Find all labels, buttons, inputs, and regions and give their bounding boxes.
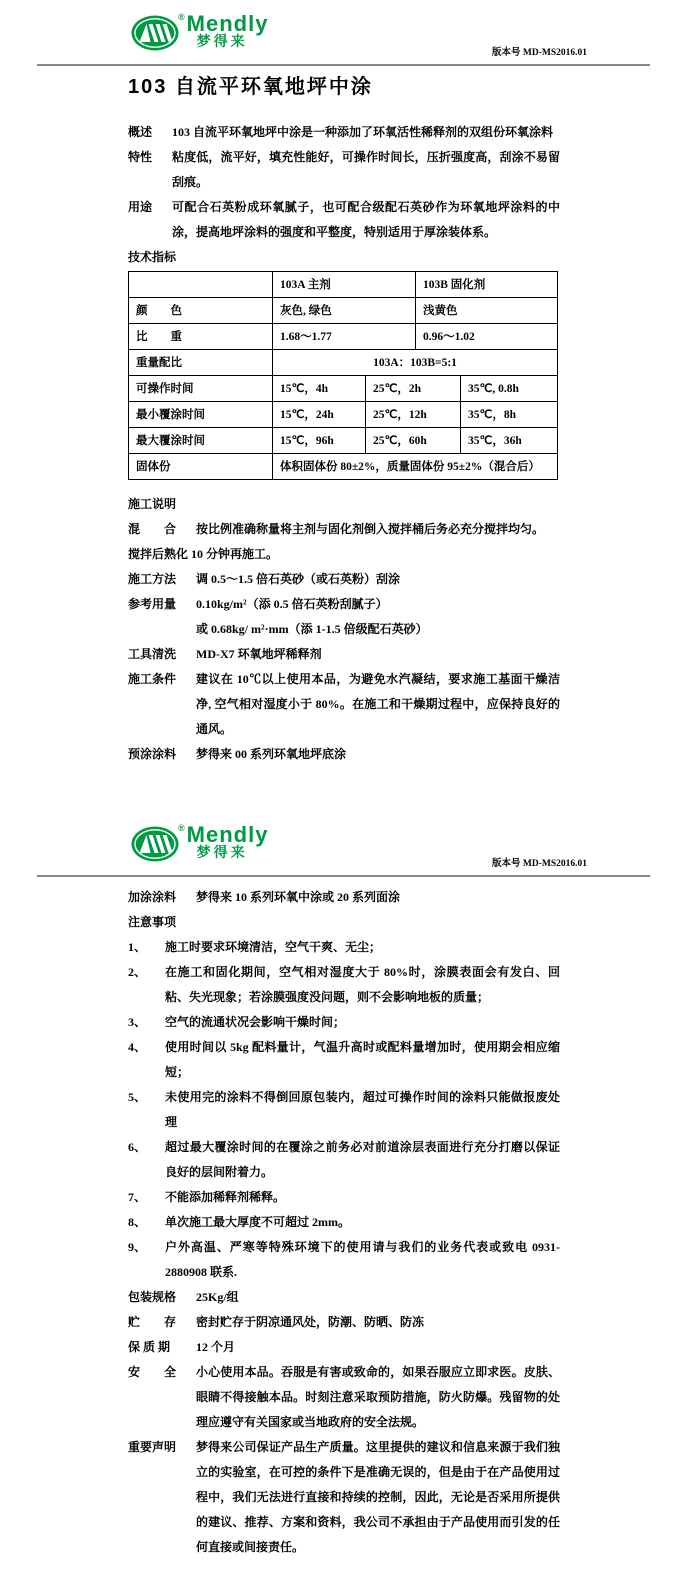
shelf-life-text: 12 个月 — [196, 1340, 236, 1354]
shelf-life-row — [128, 1335, 560, 1360]
statement-text: 梦得来公司保证产品生产质量。这里提供的建议和信息来源于我们独立的实验室，在可控的条件下是准确无误的，但是由于在产品使用过程中，我们无法进行直接和持续的控制，因此，无论是否采用所提供的建议、推荐、方案和资料，我公司不承担由于产品使用而引发的任何直接或间接责任。 — [196, 1440, 560, 1554]
mendly-logo-icon — [131, 825, 181, 863]
note-number: 1、 — [128, 940, 147, 954]
packing-text: 25Kg/组 — [196, 1290, 239, 1304]
storage-text: 密封贮存于阴凉通风处，防潮、防晒、防冻 — [196, 1315, 425, 1329]
cleaning-row — [128, 642, 560, 667]
safety-label: 安 全 — [128, 1365, 177, 1379]
precoat-label: 预涂涂料 — [128, 747, 177, 761]
brand-name-en: Mendly — [186, 11, 269, 36]
statement-label: 重要声明 — [128, 1440, 177, 1454]
gravity-a: 1.68～1.77 — [273, 324, 416, 350]
note-text: 未使用完的涂料不得倒回原包装内，超过可操作时间的涂料只能做报废处理 — [165, 1090, 560, 1129]
max-recoat-35: 35℃，36h — [461, 428, 558, 454]
table-row-gravity — [129, 324, 558, 350]
page-title: 103 自流平环氧地坪中涂 — [128, 76, 373, 98]
solids-value: 体积固体份 80±2%，质量固体份 95±2%（混合后） — [273, 454, 558, 480]
gravity-label: 比 重 — [129, 324, 273, 350]
method-label: 施工方法 — [128, 572, 177, 586]
features-label: 特性 — [128, 150, 153, 164]
precoat-row — [128, 742, 560, 767]
page2-header — [0, 822, 687, 871]
dosage-label-spacer — [128, 617, 196, 642]
dosage-row-2 — [128, 617, 560, 642]
brand-name-en: Mendly — [186, 822, 269, 847]
version-number: 版本号 MD-MS2016.01 — [492, 48, 587, 58]
note-text: 单次施工最大厚度不可超过 2mm。 — [165, 1215, 350, 1229]
overview-row — [128, 120, 560, 145]
overview-text: 103 自流平环氧地坪中涂是一种添加了环氧活性稀释剂的双组份环氧涂料 — [172, 125, 554, 139]
dosage-row — [128, 592, 560, 617]
note-text: 使用时间以 5kg 配料量计，气温升高时或配料量增加时，使用期会相应缩短； — [165, 1040, 560, 1079]
topcoat-text: 梦得来 10 系列环氧中涂或 20 系列面涂 — [196, 890, 401, 904]
brand-logo — [131, 11, 269, 52]
registered-mark: ® — [178, 823, 185, 833]
note-text: 不能添加稀释剂稀释。 — [165, 1190, 286, 1204]
note-text: 施工时要求环境清洁，空气干爽、无尘； — [165, 940, 382, 954]
table-row-max-recoat — [129, 428, 558, 454]
storage-row — [128, 1310, 560, 1335]
note-item-7 — [128, 1185, 560, 1210]
construction-section-title: 施工说明 — [128, 497, 177, 511]
dosage-label: 参考用量 — [128, 597, 177, 611]
mixing-label: 混 合 — [128, 522, 177, 536]
pot-life-35: 35℃, 0.8h — [461, 376, 558, 402]
min-recoat-35: 35℃，8h — [461, 402, 558, 428]
mixing-text: 按比例准确称量将主剂与固化剂倒入搅拌桶后务必充分搅拌均匀。 — [196, 522, 545, 536]
notes-section-title: 注意事项 — [128, 915, 177, 929]
cleaning-text: MD-X7 环氧地坪稀释剂 — [196, 647, 322, 661]
note-number: 5、 — [128, 1090, 147, 1104]
statement-row — [128, 1435, 560, 1586]
page1-header — [0, 11, 687, 60]
table-row-solids — [129, 454, 558, 480]
usage-label: 用途 — [128, 200, 153, 214]
note-item-9 — [128, 1235, 560, 1285]
gravity-b: 0.96～1.02 — [416, 324, 558, 350]
overview-label: 概述 — [128, 125, 153, 139]
min-recoat-label: 最小覆涂时间 — [129, 402, 273, 428]
page2 — [0, 822, 687, 1586]
note-number: 6、 — [128, 1140, 147, 1154]
safety-row — [128, 1360, 560, 1435]
precoat-text: 梦得来 00 系列环氧地坪底涂 — [196, 747, 347, 761]
conditions-text: 建议在 10℃以上使用本品，为避免水汽凝结，要求施工基面干燥洁净, 空气相对湿度小于 80%。在施工和干燥期过程中，应保持良好的通风。 — [196, 672, 560, 736]
note-item-2 — [128, 960, 560, 1010]
note-number: 9、 — [128, 1240, 147, 1254]
tech-cell-103b: 103B 固化剂 — [416, 272, 558, 298]
table-row-header — [129, 272, 558, 298]
storage-label: 贮 存 — [128, 1315, 177, 1329]
brand-text-page2 — [186, 822, 269, 862]
tech-spec-table — [128, 271, 558, 480]
note-item-1 — [128, 935, 560, 960]
packing-label: 包装规格 — [128, 1290, 177, 1304]
note-item-3 — [128, 1010, 560, 1035]
tech-section-title: 技术指标 — [128, 250, 177, 264]
max-recoat-15: 15℃，96h — [273, 428, 366, 454]
page1-content — [0, 74, 687, 767]
note-text: 超过最大覆涂时间的在覆涂之前务必对前道涂层表面进行充分打磨以保证良好的层间附着力。 — [165, 1140, 560, 1179]
method-text: 调 0.5～1.5 倍石英砂（或石英粉）刮涂 — [196, 572, 401, 586]
note-number: 2、 — [128, 965, 147, 979]
brand-text — [186, 11, 269, 51]
mendly-logo-icon — [131, 14, 181, 52]
max-recoat-25: 25℃，60h — [366, 428, 461, 454]
cleaning-label: 工具清洗 — [128, 647, 177, 661]
page2-content — [0, 877, 687, 1586]
table-row-ratio — [129, 350, 558, 376]
solids-label: 固体份 — [129, 454, 273, 480]
table-row-color — [129, 298, 558, 324]
tech-cell-103a: 103A 主剂 — [273, 272, 416, 298]
packing-row — [128, 1285, 560, 1310]
registered-mark: ® — [178, 12, 185, 22]
dosage-line1: 0.10kg/m²（添 0.5 倍石英粉刮腻子） — [196, 597, 388, 611]
topcoat-label: 加涂涂料 — [128, 890, 177, 904]
mixing-text-continued: 搅拌后熟化 10 分钟再施工。 — [128, 547, 279, 561]
pot-life-label: 可操作时间 — [129, 376, 273, 402]
brand-name-cn: 梦得来 — [196, 846, 248, 861]
features-text: 粘度低，流平好，填充性能好，可操作时间长，压折强度高，刮涂不易留刮痕。 — [172, 150, 560, 189]
safety-text: 小心使用本品。吞服是有害或致命的，如果吞服应立即求医。皮肤、眼睛不得接触本品。时刻注意采取预防措施，防火防爆。残留物的处理应遵守有关国家或当地政府的安全法规。 — [196, 1365, 560, 1429]
conditions-label: 施工条件 — [128, 672, 177, 686]
min-recoat-25: 25℃，12h — [366, 402, 461, 428]
note-text: 空气的流通状况会影响干燥时间； — [165, 1015, 346, 1029]
topcoat-row — [128, 885, 560, 910]
note-number: 7、 — [128, 1190, 147, 1204]
brand-logo-page2 — [131, 822, 269, 863]
method-row — [128, 567, 560, 592]
version-number-page2: 版本号 MD-MS2016.01 — [492, 859, 587, 869]
tech-cell-empty — [129, 272, 273, 298]
note-item-4 — [128, 1035, 560, 1085]
pot-life-15: 15℃，4h — [273, 376, 366, 402]
max-recoat-label: 最大覆涂时间 — [129, 428, 273, 454]
note-item-6 — [128, 1135, 560, 1185]
dosage-line2: 或 0.68kg/ m²·mm（添 1-1.5 倍级配石英砂） — [196, 622, 428, 636]
note-number: 3、 — [128, 1015, 147, 1029]
note-item-8 — [128, 1210, 560, 1235]
brand-name-cn: 梦得来 — [196, 35, 248, 50]
usage-row — [128, 195, 560, 245]
table-row-min-recoat — [129, 402, 558, 428]
table-row-pot-life — [129, 376, 558, 402]
shelf-life-label: 保 质 期 — [128, 1340, 171, 1354]
mixing-row — [128, 517, 560, 542]
header-rule — [37, 64, 650, 66]
note-number: 4、 — [128, 1040, 147, 1054]
ratio-label: 重量配比 — [129, 350, 273, 376]
usage-text: 可配合石英粉成环氧腻子，也可配合级配石英砂作为环氧地坪涂料的中涂，提高地坪涂料的强度和平整度，特别适用于厚涂装体系。 — [172, 200, 560, 239]
conditions-row — [128, 667, 560, 742]
ratio-value: 103A：103B=5:1 — [273, 350, 558, 376]
min-recoat-15: 15℃，24h — [273, 402, 366, 428]
note-number: 8、 — [128, 1215, 147, 1229]
pot-life-25: 25℃，2h — [366, 376, 461, 402]
color-label: 颜 色 — [129, 298, 273, 324]
note-item-5 — [128, 1085, 560, 1135]
color-a: 灰色, 绿色 — [273, 298, 416, 324]
color-b: 浅黄色 — [416, 298, 558, 324]
note-text: 在施工和固化期间，空气相对湿度大于 80%时，涂膜表面会有发白、回粘、失光现象；若涂膜强度没问题，则不会影响地板的质量； — [165, 965, 560, 1004]
note-text: 户外高温、严寒等特殊环境下的使用请与我们的业务代表或致电 0931-2880908 联系. — [165, 1240, 560, 1279]
features-row — [128, 145, 560, 195]
